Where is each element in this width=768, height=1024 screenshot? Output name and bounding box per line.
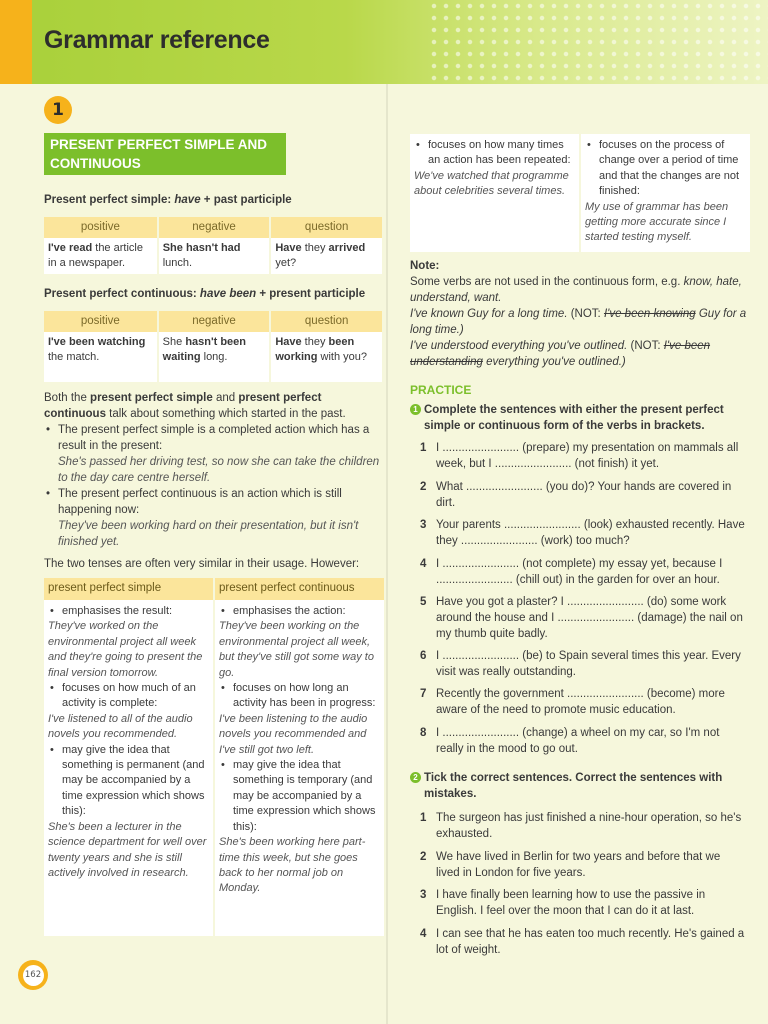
simple-table — [44, 217, 384, 274]
item-number: 5 — [420, 596, 427, 608]
text: (NOT: — [567, 308, 604, 320]
example-text: She's passed her driving test, so now she can take the children to the day care centre herself. — [58, 456, 380, 484]
item-text: I ........................ (not complete) my essay yet, because I ........................ (chill out) in the garden for over an hour. — [436, 558, 723, 586]
item-text: Recently the government ........................ (become) more aware of the need to promote music education. — [436, 688, 725, 716]
item-text: I ........................ (prepare) my presentation on mammals all week, but I ........................ (not finish) it yet. — [436, 442, 739, 470]
strikethrough-text: I've been understanding — [410, 340, 711, 368]
item-text: What ........................ (you do)? Your hands are covered in dirt. — [436, 481, 732, 509]
unit-number-badge: 1 — [44, 96, 72, 124]
item-number: 3 — [420, 519, 427, 531]
page-number-badge — [18, 960, 48, 990]
example-text: They've been working on the environmental project all week, but they've still got some way to go. — [219, 620, 374, 679]
bullet-text: The present perfect simple is a completed action which has a result in the present: — [58, 424, 370, 452]
comparison-list — [219, 758, 380, 835]
item-number: 4 — [420, 928, 427, 940]
cell-text: yet? — [275, 257, 297, 269]
text: Some verbs are not used in the continuous form, e.g. — [410, 276, 684, 288]
example-text: They've been working hard on their presentation, but it isn't finished yet. — [58, 520, 359, 548]
column-header: question — [270, 217, 383, 238]
item-text: Have you got a plaster? I ........................ (do) some work around the house and I ........................ (damage) the nail on my thumb quite badly. — [436, 596, 743, 640]
comparison-list — [48, 604, 209, 619]
comparison-list — [219, 681, 380, 712]
item-text: We have lived in Berlin for two years and before that we lived in London for five years. — [436, 851, 721, 879]
example-text: I've understood everything you've outlined. — [410, 340, 628, 352]
table-cell — [158, 332, 271, 382]
simple-heading-post: + past participle — [200, 194, 292, 206]
comparison-list — [219, 604, 380, 619]
list-item: • focuses on how long an activity has been in progress: — [219, 681, 380, 712]
list-item: • emphasises the result: — [48, 604, 209, 619]
continuous-table — [44, 311, 384, 382]
note-example — [410, 338, 748, 370]
list-item: • emphasises the action: — [219, 604, 380, 619]
example-text: She's been a lecturer in the science department for well over twenty years and she is still actively involved in research. — [48, 820, 207, 879]
exercise-item — [420, 556, 745, 588]
table-cell — [44, 332, 158, 382]
list-item: • focuses on how much of an activity is complete: — [48, 681, 209, 712]
column-header: negative — [158, 217, 271, 238]
text: Both the — [44, 392, 91, 404]
example-text: Guy for a long time.) — [410, 308, 747, 336]
exercise-item — [420, 479, 745, 511]
example-text: I've listened to all of the audio novels you recommended. — [48, 712, 193, 741]
list-item: • focuses on how many times an action has been repeated: — [414, 138, 575, 169]
comparison-column-simple — [410, 134, 579, 252]
item-number: 2 — [420, 481, 427, 493]
header-pattern — [428, 0, 768, 84]
item-text: I have finally been learning how to use the passive in English. I feel over the moon that I can do it at last. — [436, 889, 706, 917]
example-text: They've worked on the environmental project all week and they're going to present the final version tomorrow. — [48, 620, 203, 679]
example-text: She's been working here part-time this week, but she goes back to her normal job on Monday. — [219, 836, 366, 895]
comparison-list — [585, 138, 746, 200]
comparison-column-continuous — [215, 578, 384, 936]
exercise-item — [420, 849, 745, 881]
item-number: 6 — [420, 650, 427, 662]
item-number: 7 — [420, 688, 427, 700]
table-cell — [270, 238, 383, 274]
task-1-instruction — [410, 402, 750, 434]
example-text: everything you've outlined.) — [482, 356, 626, 368]
item-number: 1 — [420, 442, 427, 454]
continuous-heading — [44, 288, 365, 300]
note-text — [410, 274, 748, 306]
list-item: • focuses on the process of change over a period of time and that the changes are not finished: — [585, 138, 746, 200]
note-label: Note: — [410, 260, 440, 272]
column-body — [44, 600, 213, 885]
strikethrough-text: I've been knowing — [603, 308, 696, 320]
item-number: 2 — [420, 851, 427, 863]
comparison-column-continuous — [581, 134, 750, 252]
bullet-text: The present perfect continuous is an action which is still happening now: — [58, 488, 342, 516]
comparison-list — [48, 743, 209, 820]
cell-text: long. — [200, 351, 228, 363]
instruction-text: Tick the correct sentences. Correct the sentences with mistakes. — [424, 772, 723, 800]
page-number: 162 — [23, 965, 44, 986]
exercise-item — [420, 686, 745, 718]
simple-heading-italic: have — [174, 194, 201, 206]
list-item: • may give the idea that something is temporary (and may be accompanied by a time expression which shows this): — [219, 758, 380, 835]
cell-bold: hasn't been waiting — [162, 336, 246, 363]
note-section — [410, 258, 748, 370]
cell-bold: I've read — [48, 242, 93, 254]
continuous-heading-text: Present perfect continuous: — [44, 288, 200, 300]
exercise-item — [420, 517, 745, 549]
page-title: Grammar reference — [44, 26, 270, 54]
text: talk about something which started in the past. — [105, 408, 346, 420]
task-number-badge: 1 — [410, 404, 421, 415]
comparison-list — [48, 681, 209, 712]
list-item — [44, 422, 382, 486]
item-text: I ........................ (be) to Spain several times this year. Every visit was really outstanding. — [436, 650, 741, 678]
list-item: • may give the idea that something is permanent (and may be accompanied by a time expression which shows this): — [48, 743, 209, 820]
cell-text: lunch. — [162, 257, 193, 269]
continuous-heading-italic: have been — [199, 288, 257, 300]
item-number: 8 — [420, 727, 427, 739]
text: and — [212, 392, 239, 404]
list-item — [44, 486, 382, 550]
column-header: negative — [158, 311, 271, 332]
exercise-item — [420, 594, 745, 642]
table-cell — [158, 238, 271, 274]
exercise-item — [420, 648, 745, 680]
item-number: 1 — [420, 812, 427, 824]
table-row — [44, 238, 383, 274]
column-header: positive — [44, 311, 158, 332]
item-text: I ........................ (change) a wheel on my car, so I'm not really in the mood to go out. — [436, 727, 720, 755]
cell-bold: Have — [275, 336, 302, 348]
comparison-column-simple — [44, 578, 213, 936]
item-number: 4 — [420, 558, 427, 570]
column-body — [215, 600, 384, 901]
column-header: question — [270, 311, 383, 332]
example-text: My use of grammar has been getting more accurate since I started testing myself. — [585, 200, 729, 244]
cell-text: She — [162, 336, 186, 348]
table-header-row — [44, 217, 383, 238]
item-text: The surgeon has just finished a nine-hour operation, so he's exhausted. — [436, 812, 742, 840]
example-text: I've known Guy for a long time. — [410, 308, 568, 320]
column-header: present perfect continuous — [215, 578, 384, 600]
intro-paragraph — [44, 390, 382, 422]
cell-bold: I've been watching — [48, 336, 146, 348]
simple-heading-text: Present perfect simple: — [44, 194, 175, 206]
example-text: We've watched that programme about celebrities several times. — [414, 169, 569, 198]
exercise-item — [420, 887, 745, 919]
table-row — [44, 332, 383, 382]
column-header: positive — [44, 217, 158, 238]
cell-text: they — [301, 242, 329, 254]
practice-heading: PRACTICE — [410, 383, 472, 397]
example-text: I've been listening to the audio novels you recommended and I've still got two left. — [219, 712, 368, 756]
cell-bold: been working — [275, 336, 355, 363]
comparison-table-continued — [410, 134, 750, 252]
exercise-item — [420, 810, 745, 842]
exercise-item — [420, 440, 745, 472]
orange-tab — [0, 0, 32, 84]
comparison-list — [414, 138, 575, 169]
intro-paragraph-2: The two tenses are often very similar in their usage. However: — [44, 558, 360, 570]
exercise-item — [420, 725, 745, 757]
cell-bold: Have — [275, 242, 302, 254]
table-cell — [270, 332, 383, 382]
instruction-text: Complete the sentences with either the present perfect simple or continuous form of the verbs in brackets. — [424, 404, 724, 432]
intro-bullets — [44, 422, 382, 550]
continuous-heading-post: + present participle — [256, 288, 366, 300]
section-title: PRESENT PERFECT SIMPLE AND CONTINUOUS — [44, 133, 286, 175]
cell-text: with you? — [317, 351, 368, 363]
text-bold: present perfect continuous — [44, 392, 322, 420]
item-text: Your parents ........................ (look) exhausted recently. Have they ........................ (work) too much? — [436, 519, 745, 547]
table-cell — [44, 238, 158, 274]
item-number: 3 — [420, 889, 427, 901]
simple-heading — [44, 194, 292, 206]
task-number-badge: 2 — [410, 772, 421, 783]
intro-text — [44, 390, 382, 570]
text: (NOT: — [627, 340, 664, 352]
item-text: I can see that he has eaten too much recently. He's gained a lot of weight. — [436, 928, 745, 956]
table-header-row — [44, 311, 383, 332]
cell-text: the article in a newspaper. — [48, 242, 143, 269]
text-italic: know, hate, understand, want. — [410, 276, 742, 304]
note-example — [410, 306, 748, 338]
cell-text: they — [301, 336, 329, 348]
column-header: present perfect simple — [44, 578, 213, 600]
comparison-table — [44, 578, 384, 936]
text-bold: present perfect simple — [90, 392, 213, 404]
cell-bold: She hasn't had — [162, 242, 241, 254]
page-gutter — [386, 84, 388, 1024]
cell-bold: arrived — [328, 242, 366, 254]
task-2-instruction — [410, 770, 750, 802]
cell-text: the match. — [48, 351, 100, 363]
exercise-item — [420, 926, 745, 958]
